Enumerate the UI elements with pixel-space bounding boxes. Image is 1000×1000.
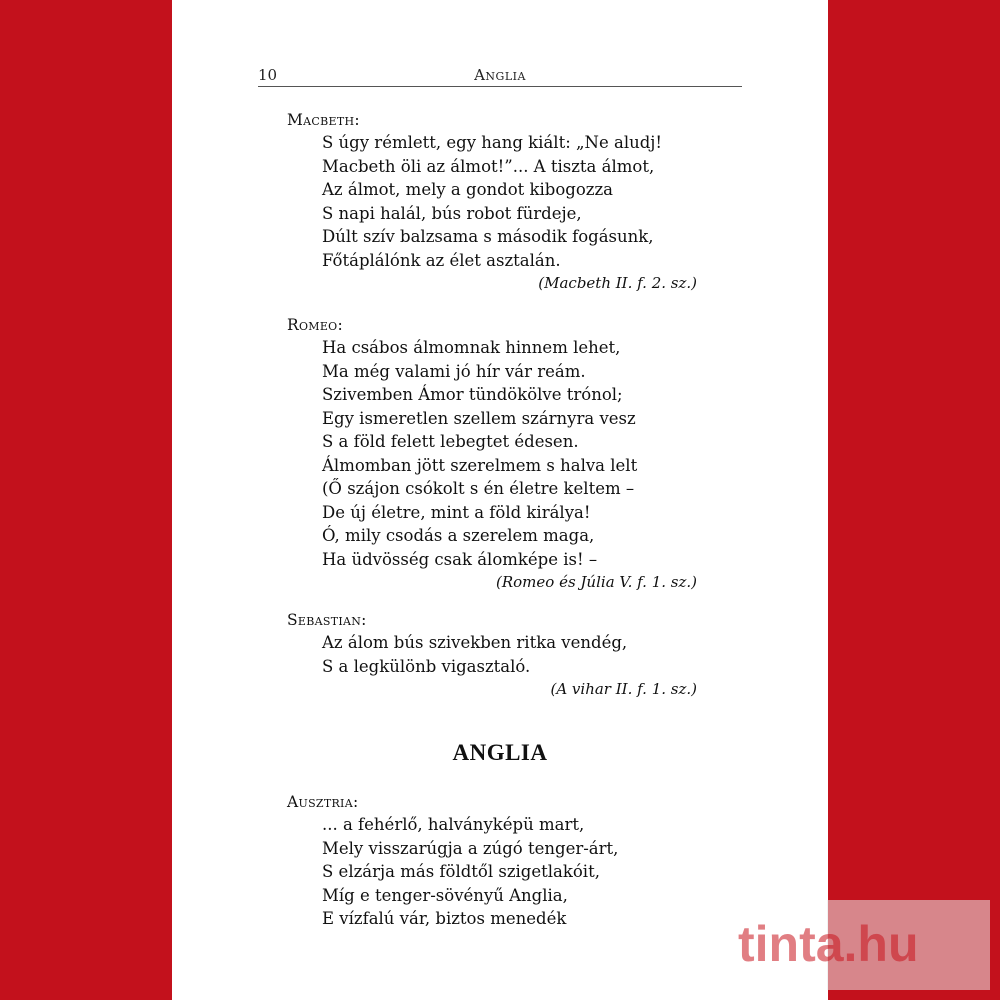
verse-line: Szivemben Ámor tündökölve trónol; [322, 385, 623, 404]
verse-line: Macbeth öli az álmot!”... A tiszta álmot, [322, 156, 655, 176]
verse-lines [322, 336, 697, 571]
verse-line: Mely visszarúgja a zúgó tenger-árt, [322, 838, 619, 858]
verse-line: Ma még valami jó hír vár reám. [322, 361, 586, 381]
quote-romeo [287, 314, 697, 593]
speaker-name: Macbeth: [287, 111, 360, 129]
verse-line: Míg e tenger-sövényű Anglia, [322, 885, 568, 905]
verse-line: Az álom bús szivekben ritka vendég, [322, 633, 628, 652]
verse-line: Álmomban jött szerelmem s halva lelt [322, 455, 638, 475]
verse-line: ... a fehérlő, halványképü mart, [322, 815, 585, 834]
verse-line: Egy ismeretlen szellem szárnyra vesz [322, 408, 636, 428]
watermark-logo: tinta.hu [738, 916, 919, 972]
verse-line: (Ő szájon csókolt s én életre keltem – [322, 479, 635, 498]
quote-macbeth [287, 109, 697, 294]
verse-line: S napi halál, bús robot fürdeje, [322, 203, 582, 223]
quote-source: (Macbeth II. f. 2. sz.) [538, 274, 697, 292]
chapter-title: ANGLIA [452, 740, 548, 765]
verse-line: E vízfalú vár, biztos menedék [322, 909, 567, 928]
verse-line: Ha üdvösség csak álomképe is! – [322, 549, 598, 569]
verse-lines [322, 131, 697, 272]
verse-line: Az álmot, mely a gondot kibogozza [322, 180, 613, 199]
quote-source: (Romeo és Júlia V. f. 1. sz.) [496, 573, 697, 591]
quote-source: (A vihar II. f. 1. sz.) [550, 680, 697, 698]
page-header [258, 64, 742, 87]
speaker-name: Sebastian: [287, 611, 367, 629]
speaker-name: Ausztria: [287, 793, 359, 811]
verse-line: S úgy rémlett, egy hang kiált: „Ne aludj! [322, 133, 663, 152]
running-title: Anglia [474, 66, 526, 84]
verse-line: Dúlt szív balzsama s második fogásunk, [322, 227, 654, 246]
verse-line: Főtáplálónk az élet asztalán. [322, 250, 561, 270]
page-number: 10 [258, 66, 278, 84]
speaker-name: Romeo: [287, 316, 344, 334]
verse-line: S a legkülönb vigasztaló. [322, 656, 531, 676]
verse-line: S a föld felett lebegtet édesen. [322, 432, 579, 451]
verse-line: Ha csábos álmomnak hinnem lehet, [322, 338, 621, 357]
verse-line: Ó, mily csodás a szerelem maga, [322, 526, 595, 545]
verse-lines [322, 813, 697, 931]
verse-lines [322, 631, 697, 678]
quote-sebastian [287, 609, 697, 700]
verse-line: S elzárja más földtől szigetlakóit, [322, 862, 600, 881]
book-page [172, 0, 828, 1000]
verse-line: De új életre, mint a föld királya! [322, 502, 591, 522]
quote-ausztria [287, 791, 697, 931]
